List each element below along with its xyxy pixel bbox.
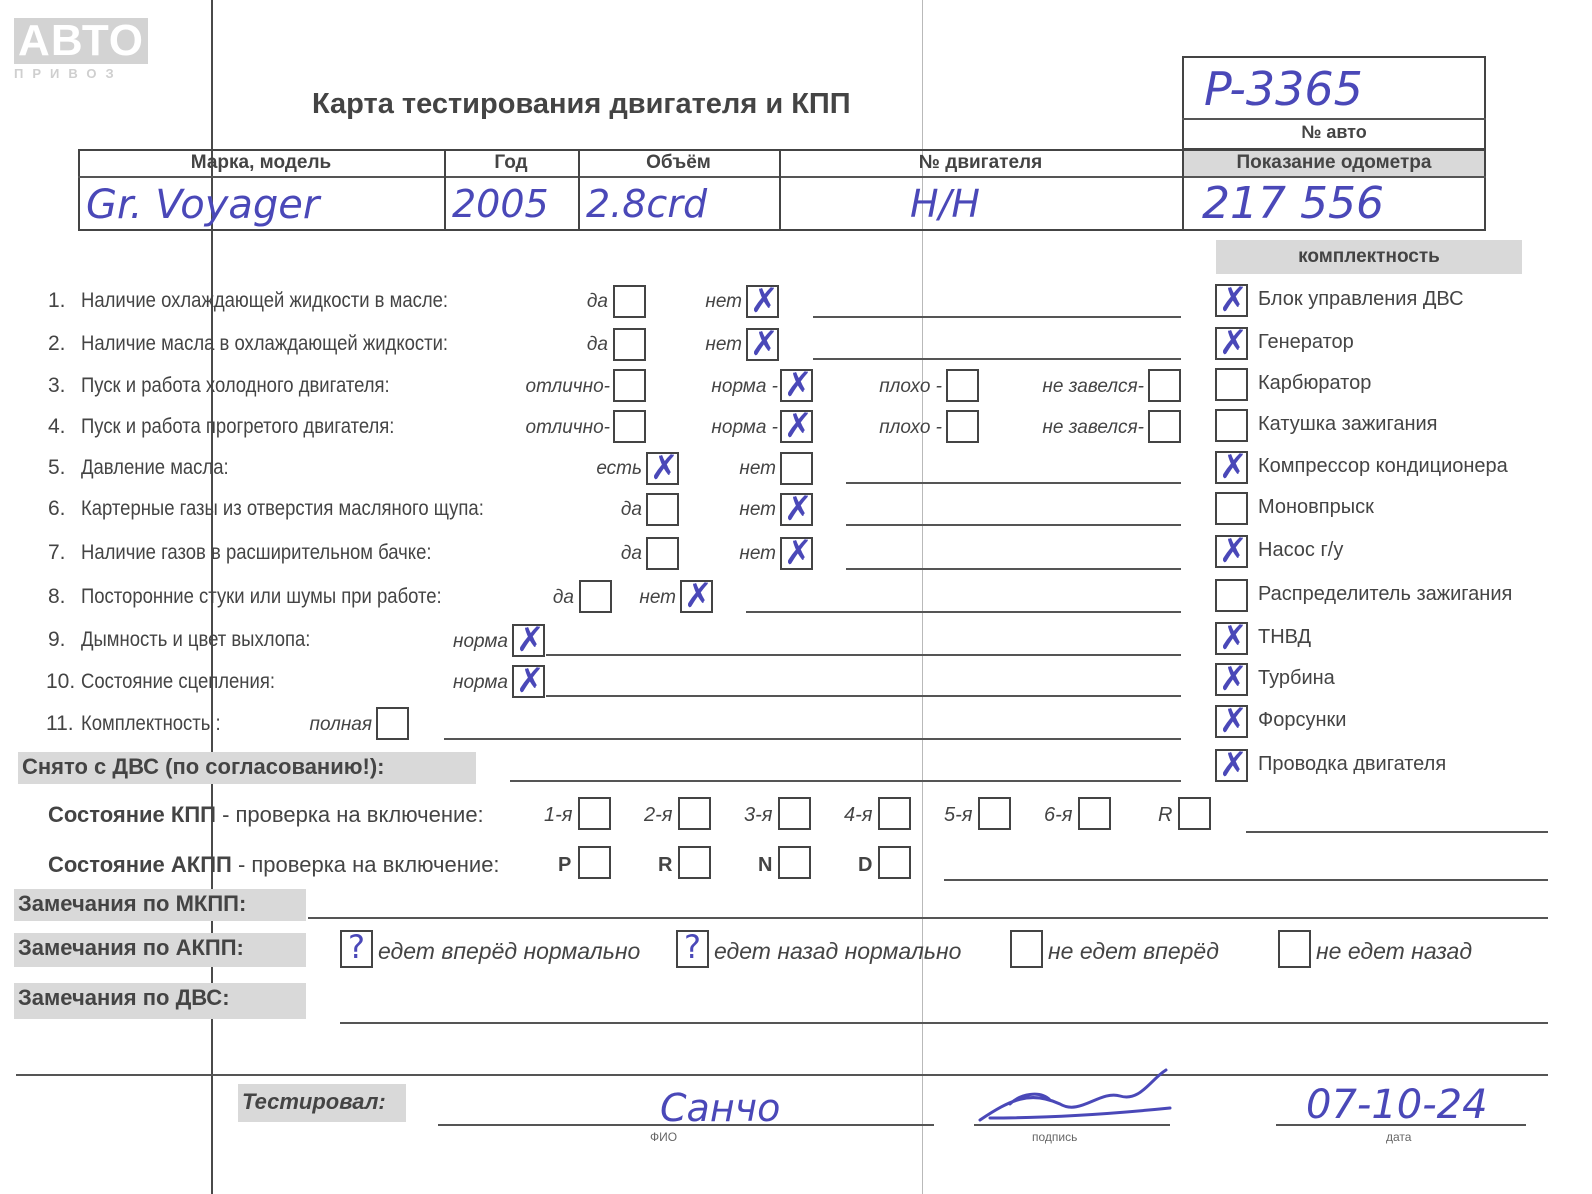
kpp-label bbox=[48, 802, 484, 828]
option-label: да bbox=[586, 291, 608, 312]
akpp-remark-label: едет вперёд нормально bbox=[378, 938, 641, 964]
signature-caption: подпись bbox=[1032, 1130, 1078, 1144]
option-label: отлично- bbox=[525, 417, 610, 438]
akpp-gear-checkbox[interactable] bbox=[778, 846, 811, 879]
komplekt-label: Турбина bbox=[1258, 667, 1335, 689]
answer-line bbox=[546, 654, 1181, 656]
gear-label: 5-я bbox=[944, 804, 973, 826]
option-label: норма - bbox=[711, 376, 778, 397]
question-checkbox[interactable] bbox=[646, 493, 679, 526]
gear-checkbox[interactable] bbox=[1178, 797, 1211, 830]
question-number: 10. bbox=[46, 670, 76, 693]
komplekt-title: комплектность bbox=[1216, 240, 1522, 274]
komplekt-label: Распределитель зажигания bbox=[1258, 583, 1513, 605]
akpp-gear-checkbox[interactable] bbox=[678, 846, 711, 879]
answer-line bbox=[746, 611, 1181, 613]
question-text: Посторонние стуки или шумы при работе: bbox=[81, 585, 442, 608]
question-text: Состояние сцепления: bbox=[81, 670, 275, 693]
gear-checkbox[interactable] bbox=[678, 797, 711, 830]
gear-checkbox[interactable] bbox=[1078, 797, 1111, 830]
signature bbox=[970, 1060, 1180, 1136]
komplekt-checkbox[interactable] bbox=[1215, 749, 1248, 782]
akpp-gear-label: R bbox=[658, 854, 673, 876]
akpp-gear-checkbox[interactable] bbox=[578, 846, 611, 879]
komplekt-checkbox[interactable] bbox=[1215, 705, 1248, 738]
value-model: Gr. Voyager bbox=[86, 182, 320, 228]
option-label: нет bbox=[705, 291, 742, 312]
komplekt-checkbox[interactable] bbox=[1215, 327, 1248, 360]
question-checkbox[interactable] bbox=[780, 493, 813, 526]
question-checkbox[interactable] bbox=[512, 665, 545, 698]
car-number-divider bbox=[1182, 118, 1486, 120]
logo-sub: ПРИВОЗ bbox=[14, 66, 123, 81]
question-number: 5. bbox=[48, 456, 66, 479]
gear-checkbox[interactable] bbox=[878, 797, 911, 830]
test-date: 07-10-24 bbox=[1306, 1082, 1488, 1128]
option-label: норма bbox=[453, 631, 508, 652]
logo bbox=[14, 18, 148, 86]
tested-label-text: Тестировал: bbox=[242, 1089, 386, 1114]
car-number-label: № авто bbox=[1301, 122, 1367, 142]
question-text: Наличие газов в расширительном бачке: bbox=[81, 541, 432, 564]
option-label: да bbox=[586, 334, 608, 355]
question-checkbox[interactable] bbox=[680, 580, 713, 613]
gear-label: 4-я bbox=[844, 804, 873, 826]
answer-line bbox=[1246, 831, 1548, 833]
question-checkbox[interactable] bbox=[780, 410, 813, 443]
komplekt-label: Катушка зажигания bbox=[1258, 413, 1438, 435]
question-checkbox[interactable] bbox=[746, 328, 779, 361]
answer-line bbox=[546, 695, 1181, 697]
komplekt-checkbox[interactable] bbox=[1215, 579, 1248, 612]
col-head-engine-no: № двигателя bbox=[918, 152, 1043, 173]
gear-checkbox[interactable] bbox=[778, 797, 811, 830]
komplekt-checkbox[interactable] bbox=[1215, 663, 1248, 696]
question-number: 9. bbox=[48, 628, 66, 651]
logo-main: АВТО bbox=[14, 18, 148, 64]
komplekt-label: Проводка двигателя bbox=[1258, 753, 1447, 775]
question-text: Картерные газы из отверстия масляного щупа: bbox=[81, 497, 484, 520]
akpp-label bbox=[48, 852, 500, 878]
answer-line bbox=[846, 568, 1181, 570]
akpp-gear-label: N bbox=[758, 854, 773, 876]
question-checkbox[interactable] bbox=[646, 537, 679, 570]
akpp-remark-label: едет назад нормально bbox=[714, 938, 962, 964]
option-label: да bbox=[552, 587, 574, 608]
value-odometer: 217 556 bbox=[1202, 178, 1384, 229]
option-label: норма - bbox=[711, 417, 778, 438]
akpp-remark-checkbox[interactable] bbox=[340, 930, 373, 968]
option-label: полная bbox=[309, 714, 372, 735]
page-title: Карта тестирования двигателя и КПП bbox=[312, 88, 851, 120]
komplekt-label: Генератор bbox=[1258, 331, 1354, 353]
question-checkbox[interactable] bbox=[512, 624, 545, 657]
value-volume: 2.8crd bbox=[586, 182, 708, 226]
question-checkbox[interactable] bbox=[613, 328, 646, 361]
akpp-gear-label: D bbox=[858, 854, 873, 876]
akpp-gear-checkbox[interactable] bbox=[878, 846, 911, 879]
question-number: 4. bbox=[48, 415, 66, 438]
gear-label: 6-я bbox=[1044, 804, 1073, 826]
question-number: 11. bbox=[46, 712, 74, 735]
remarks-akpp-label: Замечания по АКПП: bbox=[14, 933, 306, 967]
question-checkbox[interactable] bbox=[613, 285, 646, 318]
question-text: Наличие охлаждающей жидкости в масле: bbox=[81, 289, 449, 312]
komplekt-checkbox[interactable] bbox=[1215, 284, 1248, 317]
option-label: нет bbox=[639, 587, 676, 608]
option-label: плохо - bbox=[879, 417, 942, 438]
col-head-year: Год bbox=[494, 152, 528, 173]
question-checkbox[interactable] bbox=[746, 285, 779, 318]
answer-line bbox=[813, 316, 1181, 318]
question-checkbox[interactable] bbox=[1148, 369, 1181, 402]
question-text: Давление масла: bbox=[81, 456, 229, 479]
date-caption: дата bbox=[1386, 1130, 1412, 1144]
question-checkbox[interactable] bbox=[646, 452, 679, 485]
kpp-label-bold: Состояние КПП bbox=[48, 802, 216, 827]
komplekt-label: Насос г/у bbox=[1258, 539, 1344, 561]
question-text: Комплектность : bbox=[81, 712, 221, 735]
question-text: Дымность и цвет выхлопа: bbox=[81, 628, 311, 651]
option-label: норма bbox=[453, 672, 508, 693]
option-label: не завелся- bbox=[1042, 376, 1144, 397]
komplekt-label: Форсунки bbox=[1258, 709, 1347, 731]
col-head-odometer: Показание одометра bbox=[1236, 152, 1432, 173]
col-head-model: Марка, модель bbox=[190, 152, 332, 173]
question-text: Пуск и работа прогретого двигателя: bbox=[81, 415, 395, 438]
option-label: нет bbox=[705, 334, 742, 355]
answer-line bbox=[944, 879, 1548, 881]
akpp-remark-label: не едет назад bbox=[1316, 938, 1473, 964]
question-text: Наличие масла в охлаждающей жидкости: bbox=[81, 332, 449, 355]
question-number: 2. bbox=[48, 332, 66, 355]
answer-line bbox=[813, 358, 1181, 360]
option-label: нет bbox=[739, 499, 776, 520]
akpp-remark-checkbox[interactable] bbox=[676, 930, 709, 968]
question-checkbox[interactable] bbox=[780, 452, 813, 485]
kpp-label-rest: - проверка на включение: bbox=[215, 802, 484, 827]
option-label: отлично- bbox=[525, 376, 610, 397]
akpp-remark-label: не едет вперёд bbox=[1048, 938, 1219, 964]
komplekt-label: ТНВД bbox=[1258, 626, 1312, 648]
komplekt-label: Карбюратор bbox=[1258, 372, 1372, 394]
option-label: плохо - bbox=[879, 376, 942, 397]
question-number: 1. bbox=[48, 289, 66, 312]
value-year: 2005 bbox=[452, 182, 549, 226]
gear-label: R bbox=[1158, 804, 1173, 826]
komplekt-label: Блок управления ДВС bbox=[1258, 288, 1464, 310]
gear-label: 2-я bbox=[644, 804, 673, 826]
tested-label bbox=[238, 1084, 406, 1122]
question-number: 6. bbox=[48, 497, 66, 520]
gear-checkbox[interactable] bbox=[978, 797, 1011, 830]
car-number-value: P-3365 bbox=[1204, 62, 1363, 116]
question-checkbox[interactable] bbox=[780, 537, 813, 570]
gear-label: 3-я bbox=[744, 804, 773, 826]
komplekt-checkbox[interactable] bbox=[1215, 492, 1248, 525]
question-checkbox[interactable] bbox=[579, 580, 612, 613]
question-checkbox[interactable] bbox=[613, 369, 646, 402]
akpp-label-bold: Состояние АКПП bbox=[48, 852, 232, 877]
question-checkbox[interactable] bbox=[376, 707, 409, 740]
question-text: Пуск и работа холодного двигателя: bbox=[81, 374, 390, 397]
answer-line bbox=[846, 482, 1181, 484]
remarks-dvs-label: Замечания по ДВС: bbox=[14, 983, 306, 1019]
question-number: 3. bbox=[48, 374, 66, 397]
option-label: да bbox=[620, 499, 642, 520]
answer-line bbox=[846, 524, 1181, 526]
option-label: нет bbox=[739, 458, 776, 479]
komplekt-label: Компрессор кондиционера bbox=[1258, 455, 1508, 477]
option-label: да bbox=[620, 543, 642, 564]
komplekt-checkbox[interactable] bbox=[1215, 535, 1248, 568]
komplekt-checkbox[interactable] bbox=[1215, 622, 1248, 655]
komplekt-checkbox[interactable] bbox=[1215, 409, 1248, 442]
option-label: есть bbox=[596, 458, 642, 479]
akpp-label-rest: - проверка на включение: bbox=[231, 852, 500, 877]
answer-line bbox=[340, 1022, 1548, 1024]
gear-label: 1-я bbox=[544, 804, 573, 826]
akpp-remark-checkbox[interactable] bbox=[1010, 930, 1043, 968]
remarks-mkpp-label: Замечания по МКПП: bbox=[14, 889, 306, 921]
option-label: нет bbox=[739, 543, 776, 564]
question-number: 7. bbox=[48, 541, 66, 564]
value-engine-no: H/H bbox=[910, 182, 980, 226]
removed-label: Снято с ДВС (по согласованию!): bbox=[18, 752, 476, 784]
tester-name: Санчо bbox=[660, 1086, 781, 1130]
option-label: не завелся- bbox=[1042, 417, 1144, 438]
akpp-remark-checkbox[interactable] bbox=[1278, 930, 1311, 968]
question-checkbox[interactable] bbox=[780, 369, 813, 402]
question-checkbox[interactable] bbox=[946, 410, 979, 443]
akpp-gear-label: P bbox=[558, 854, 572, 876]
komplekt-checkbox[interactable] bbox=[1215, 368, 1248, 401]
answer-line bbox=[444, 738, 1181, 740]
answer-line bbox=[308, 917, 1548, 919]
question-checkbox[interactable] bbox=[946, 369, 979, 402]
komplekt-label: Моновпрыск bbox=[1258, 496, 1374, 518]
question-number: 8. bbox=[48, 585, 66, 608]
question-checkbox[interactable] bbox=[613, 410, 646, 443]
fio-caption: ФИО bbox=[650, 1130, 678, 1144]
gear-checkbox[interactable] bbox=[578, 797, 611, 830]
answer-line bbox=[510, 780, 1181, 782]
col-head-volume: Объём bbox=[646, 152, 711, 173]
komplekt-checkbox[interactable] bbox=[1215, 451, 1248, 484]
question-checkbox[interactable] bbox=[1148, 410, 1181, 443]
answer-line bbox=[16, 1074, 1548, 1076]
